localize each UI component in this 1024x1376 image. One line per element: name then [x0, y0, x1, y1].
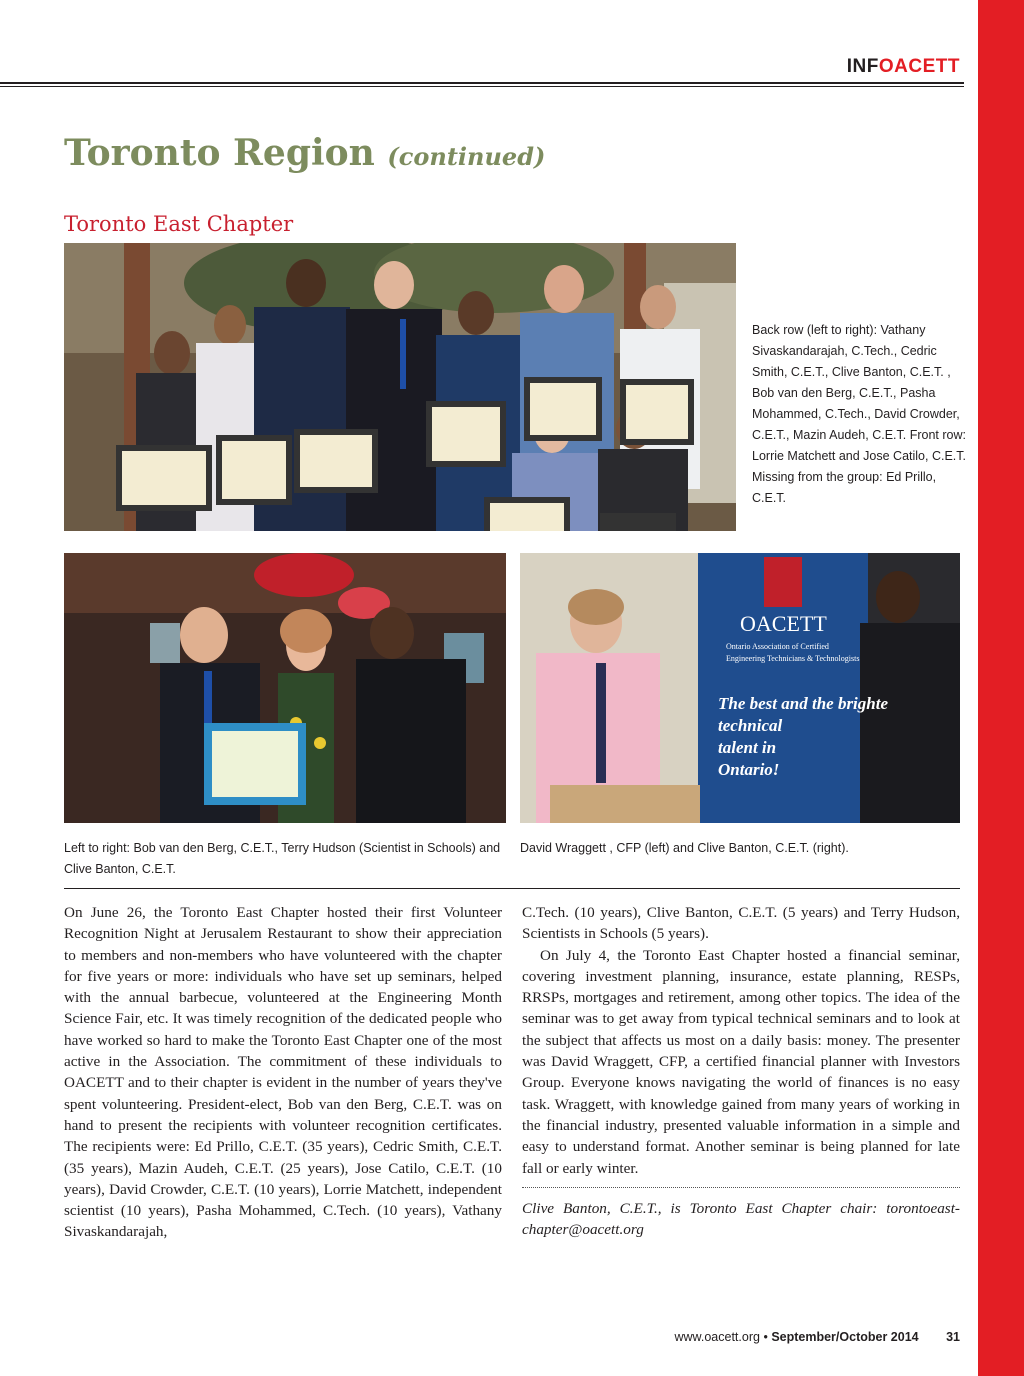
banner-slogan-1: The best and the brighte [718, 694, 889, 713]
banner-slogan-2: technical [718, 716, 783, 735]
banner-slogan-3: talent in [718, 738, 777, 757]
author-signature: Clive Banton, C.E.T., is Toronto East Chapter chair: torontoeast-chapter@oacett.org [522, 1199, 960, 1239]
presenter-photo-caption: David Wraggett , CFP (left) and Clive Banton, C.E.T. (right). [520, 841, 849, 855]
page-title [64, 132, 545, 174]
footer-issue: September/October 2014 [771, 1330, 919, 1344]
footer-site-link[interactable]: www.oacett.org [674, 1330, 760, 1344]
group-photo [64, 243, 736, 531]
award-photo-caption: Left to right: Bob van den Berg, C.E.T., Terry Hudson (Scientist in Schools) and Clive Banton, C.E.T. [64, 841, 501, 876]
article-paragraph: On June 26, the Toronto East Chapter hosted their first Volunteer Recognition Night at Jerusalem Restaurant to show their appreciation to members and non-members who have volunteered with the chapter for five years or more: individuals who have set up seminars, helped with the annual barbecue, volunteered at the Engineering Month Science Fair, etc. It was timely recognition of the dedicated people who have worked so hard to make the Toronto East Chapter one of the most active in the Association. The commitment of these individuals to OACETT and to their chapter is evident in the number of years they've spent volunteering. President-elect, Bob van den Berg, C.E.T. was on hand to present the recipients with volunteer recognition certificates. The recipients were: Ed Prillo, C.E.T. (35 years), Cedric Smith, C.E.T. (35 years), Mazin Audeh, C.E.T. (25 years), Jose Catilo, C.E.T. (10 years), David Crowder, C.E.T. (10 years), Lorrie Matchett, independent scientist (10 years), Pasha Mohammed, C.Tech. (10 years), Vathany Sivaskandarajah, [64, 904, 502, 1241]
article-paragraph: C.Tech. (10 years), Clive Banton, C.E.T. (5 years) and Terry Hudson, Scientists in Schools (5 years). [522, 904, 960, 943]
presenter-photo [520, 553, 960, 823]
article-column-left [64, 902, 502, 1243]
page-footer [560, 1330, 960, 1344]
brand-part-oacett: OACETT [878, 56, 960, 77]
banner-slogan-4: Ontario! [718, 760, 780, 779]
brand-part-info: INF [846, 56, 879, 77]
page-edge-red-bar [978, 0, 1024, 1376]
header-rule-thin [0, 86, 964, 87]
footer-bullet: • [763, 1330, 768, 1344]
article-column-right [522, 902, 960, 1240]
page-number: 31 [946, 1330, 960, 1344]
page-title-main: Toronto Region [64, 132, 375, 174]
banner-org-name: OACETT [740, 611, 827, 636]
signature-divider [522, 1187, 960, 1188]
award-photo [64, 553, 506, 823]
article-paragraph: On July 4, the Toronto East Chapter hosted a financial seminar, covering investment planning, insurance, estate planning, RESPs, RRSPs, mortgages and retirement, among other topics. The idea of the seminar was to get away from typical technical seminars and to look at the subject that affects us most on a daily basis: money. The presenter was David Wraggett, CFP, a certified financial planner with Investors Group. Everyone knows navigating the world of finances is no easy task. Wraggett, with knowledge gained from many years of working in the financial industry, presented valuable information in a simple and easy to understand format. Another seminar is being planned for late fall or early winter. [522, 946, 960, 1177]
section-subtitle: Toronto East Chapter [64, 212, 294, 236]
section-divider [64, 888, 960, 889]
group-photo-caption: Back row (left to right): Vathany Sivaskandarajah, C.Tech., Cedric Smith, C.E.T., Clive Banton, C.E.T. , Bob van den Berg, C.E.T., Pasha Mohammed, C.Tech., David Crowder, C.E.T., Mazin Audeh, C.E.T. Front row: Lorrie Matchett and Jose Catilo, C.E.T. Missing from the group: Ed Prillo, C.E.T. [752, 323, 966, 505]
banner-org-full-2: Engineering Technicians & Technologists [726, 654, 860, 663]
page-title-suffix: (continued) [387, 142, 546, 171]
banner-org-full-1: Ontario Association of Certified [726, 642, 829, 651]
publication-brand [700, 56, 960, 78]
header-rule [0, 82, 964, 84]
